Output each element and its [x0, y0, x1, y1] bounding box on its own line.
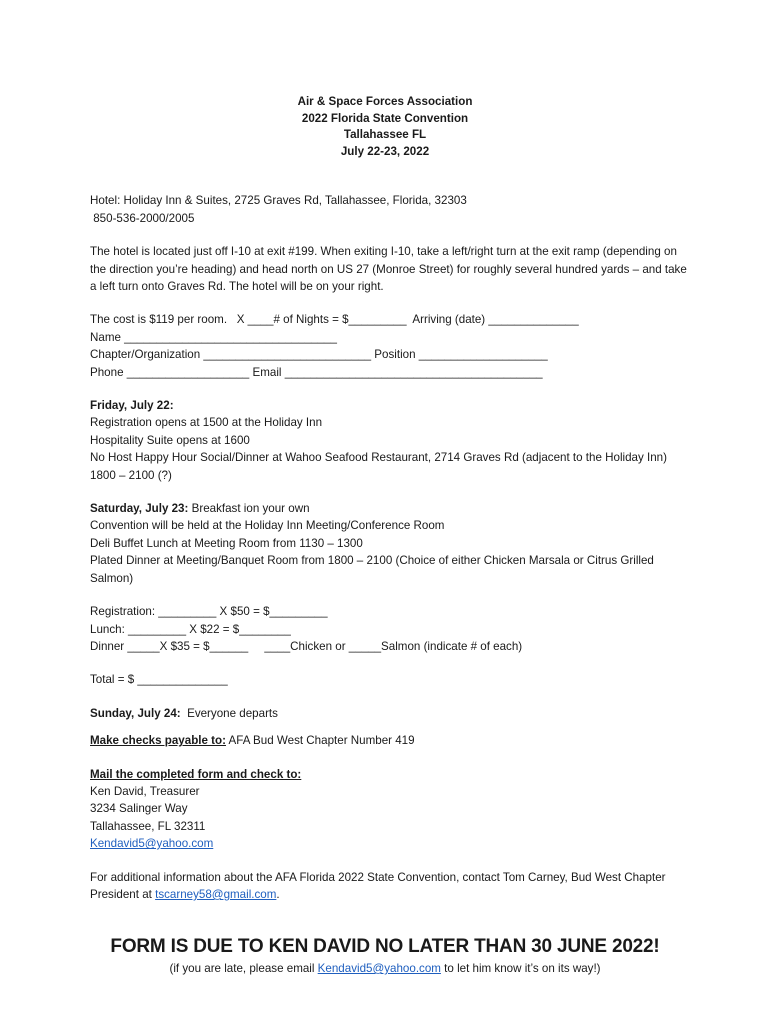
mail-label: Mail the completed form and check to:	[90, 767, 302, 781]
mail-address-line: Tallahassee, FL 32311	[90, 819, 206, 833]
document-body	[90, 94, 690, 903]
treasurer-email-link[interactable]: Kendavid5@yahoo.com	[90, 837, 214, 851]
friday-heading: Friday, July 22:	[90, 399, 174, 413]
document-header	[90, 94, 680, 160]
phone-email-field[interactable]: Phone ___________________ Email ________________________________________	[90, 365, 543, 379]
registration-cost-field[interactable]: Registration: _________ X $50 = $_________	[90, 605, 328, 619]
additional-info	[90, 869, 690, 904]
president-email-link[interactable]: tscarney58@gmail.com	[155, 887, 277, 901]
mail-address-line: Ken David, Treasurer	[90, 784, 200, 798]
saturday-item: Convention will be held at the Holiday Inn Meeting/Conference Room	[90, 519, 445, 533]
saturday-heading-line	[90, 500, 690, 517]
due-title: FORM IS DUE TO KEN DAVID NO LATER THAN 30 JUNE 2022!	[110, 936, 660, 957]
mailing-info	[90, 766, 690, 853]
friday-item: No Host Happy Hour Social/Dinner at Wahoo Seafood Restaurant, 2714 Graves Rd (adjacent to the Holiday Inn) 1800 – 2100 (?)	[90, 451, 667, 482]
room-cost-line[interactable]: The cost is $119 per room. X ____# of Nights = $_________ Arriving (date) ______________	[90, 313, 579, 327]
registration-form-fields	[90, 311, 690, 381]
sunday-heading: Sunday, July 24:	[90, 706, 181, 720]
hotel-info	[90, 192, 690, 227]
due-sub-post: to let him know it’s on its way!)	[440, 962, 601, 975]
sunday-line	[90, 705, 690, 722]
friday-item: Hospitality Suite opens at 1600	[90, 433, 250, 447]
saturday-schedule	[90, 500, 690, 587]
saturday-item: Deli Buffet Lunch at Meeting Room from 1130 – 1300	[90, 536, 363, 550]
chapter-position-field[interactable]: Chapter/Organization __________________________ Position ____________________	[90, 348, 548, 362]
saturday-heading: Saturday, July 23:	[90, 502, 189, 516]
due-subtitle	[0, 960, 770, 978]
event-city: Tallahassee FL	[343, 128, 427, 142]
mail-address-line: 3234 Salinger Way	[90, 802, 188, 816]
due-notice	[0, 934, 770, 978]
event-name: 2022 Florida State Convention	[301, 111, 469, 125]
additional-info-end: .	[276, 887, 280, 901]
friday-item: Registration opens at 1500 at the Holiday Inn	[90, 416, 323, 430]
late-email-link[interactable]: Kendavid5@yahoo.com	[317, 962, 441, 975]
additional-info-text: For additional information about the AFA Florida 2022 State Convention, contact Tom Carney, Bud West Chapter President at	[90, 870, 666, 901]
hotel-phone: 850-536-2000/2005	[90, 211, 195, 225]
dinner-cost-field[interactable]: Dinner _____X $35 = $______ ____Chicken or _____Salmon (indicate # of each)	[90, 639, 523, 653]
hotel-directions: The hotel is located just off I-10 at exit #199. When exiting I-10, take a left/right turn at the exit ramp (depending on the direction you’re heading) and head north on US 27 (Monroe Street) for roughly several hundred yards – and take a left turn onto Graves Rd. The hotel will be on your right.	[90, 245, 687, 293]
sunday-departs: Everyone departs	[180, 706, 278, 720]
checks-line	[90, 732, 690, 749]
org-name: Air & Space Forces Association	[297, 95, 473, 108]
lunch-cost-field[interactable]: Lunch: _________ X $22 = $________	[90, 622, 291, 636]
event-dates: July 22-23, 2022	[340, 144, 430, 158]
checks-payee: AFA Bud West Chapter Number 419	[225, 734, 415, 748]
friday-schedule	[90, 397, 690, 484]
due-sub-pre: (if you are late, please email	[169, 962, 318, 975]
cost-calculation	[90, 603, 690, 655]
saturday-item: Plated Dinner at Meeting/Banquet Room from 1800 – 2100 (Choice of either Chicken Marsala or Citrus Grilled Salmon)	[90, 554, 654, 585]
name-field[interactable]: Name _________________________________	[90, 330, 337, 344]
hotel-address: Hotel: Holiday Inn & Suites, 2725 Graves Rd, Tallahassee, Florida, 32303	[90, 194, 467, 208]
checks-label: Make checks payable to:	[90, 734, 226, 748]
saturday-breakfast: Breakfast ion your own	[188, 502, 310, 516]
total-field[interactable]: Total = $ ______________	[90, 673, 228, 687]
